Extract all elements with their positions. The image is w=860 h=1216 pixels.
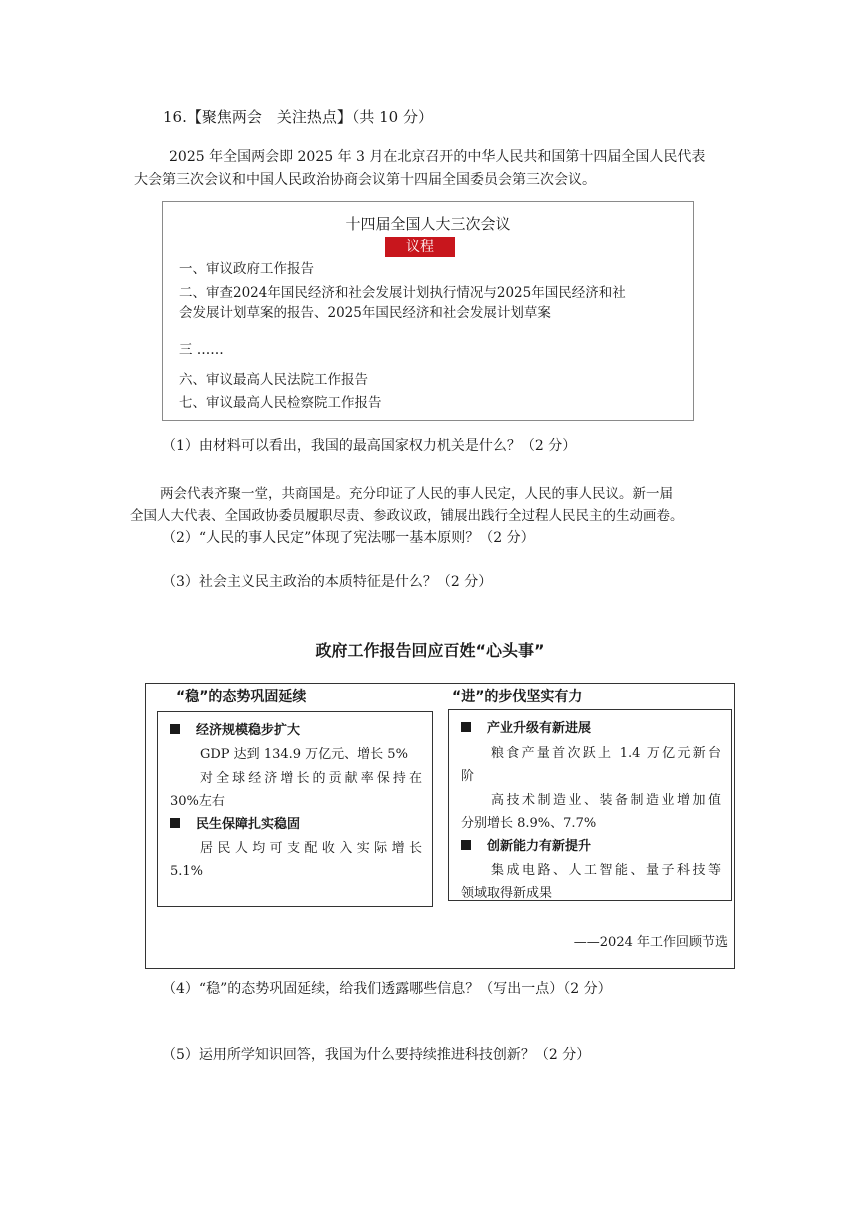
- right-heading: “进”的步伐坚实有力: [452, 689, 583, 705]
- agenda-title: 十四届全国人大三次会议: [345, 215, 511, 233]
- agenda-item-7: 七、审议最高人民检察院工作报告: [179, 395, 382, 411]
- agenda-item-3: 三 ……: [179, 342, 224, 358]
- report-source: ——2024 年工作回顾节选: [573, 935, 728, 950]
- question-4: （4）“稳”的态势巩固延续，给我们透露哪些信息？（写出一点）（2 分）: [162, 981, 612, 997]
- intro-line-1: 2025 年全国两会即 2025 年 3 月在北京召开的中华人民共和国第十四届全国人民代表: [169, 149, 706, 165]
- left-b1-line-3: 30%左右: [170, 794, 225, 809]
- right-bullet-1-title: 产业升级有新进展: [487, 721, 592, 736]
- agenda-item-2-line-2: 会发展计划草案的报告、2025年国民经济和社会发展计划草案: [179, 305, 551, 321]
- right-b2-line-1: 集成电路、人工智能、量子科技等: [491, 863, 721, 878]
- material-2-line-2: 全国人大代表、全国政协委员履职尽责、参政议政，铺展出践行全过程人民民主的生动画卷。: [130, 508, 684, 524]
- left-bullet-1-title: 经济规模稳步扩大: [196, 723, 301, 738]
- report-box: [145, 683, 735, 969]
- left-bullet-2-title: 民生保障扎实稳固: [196, 817, 301, 832]
- left-bullet-2: [170, 814, 300, 836]
- left-b1-line-1: GDP 达到 134.9 万亿元、增长 5%: [200, 747, 408, 762]
- left-heading: “稳”的态势巩固延续: [176, 689, 307, 705]
- square-bullet-icon: [461, 722, 471, 732]
- square-bullet-icon: [170, 818, 180, 828]
- right-bullet-2: [461, 836, 591, 858]
- left-b2-line-2: 5.1%: [170, 864, 204, 879]
- right-b2-line-2: 领域取得新成果: [461, 886, 553, 901]
- agenda-badge: 议程: [385, 237, 455, 257]
- square-bullet-icon: [170, 724, 180, 734]
- right-bullet-2-title: 创新能力有新提升: [487, 839, 592, 854]
- agenda-item-1: 一、审议政府工作报告: [179, 261, 314, 277]
- right-b1-line-4: 分别增长 8.9%、7.7%: [461, 816, 597, 831]
- report-title: 政府工作报告回应百姓“心头事”: [315, 641, 545, 660]
- question-3: （3）社会主义民主政治的本质特征是什么？（2 分）: [162, 574, 493, 590]
- question-1: （1）由材料可以看出，我国的最高国家权力机关是什么？（2 分）: [162, 438, 577, 454]
- left-b1-line-2: 对全球经济增长的贡献率保持在: [200, 771, 422, 786]
- left-bullet-1: [170, 720, 300, 742]
- square-bullet-icon: [461, 840, 471, 850]
- agenda-item-2-line-1: 二、审查2024年国民经济和社会发展计划执行情况与2025年国民经济和社: [179, 285, 626, 301]
- right-b1-line-2: 阶: [461, 769, 475, 784]
- question-title: 16.【聚焦两会 关注热点】（共 10 分）: [163, 108, 433, 126]
- agenda-box: [162, 201, 694, 421]
- question-5: （5）运用所学知识回答，我国为什么要持续推进科技创新？（2 分）: [162, 1047, 591, 1063]
- right-bullet-1: [461, 718, 591, 740]
- intro-line-2: 大会第三次会议和中国人民政治协商会议第十四届全国委员会第三次会议。: [134, 172, 596, 188]
- material-2-line-1: 两会代表齐聚一堂，共商国是。充分印证了人民的事人民定，人民的事人民议。新一届: [160, 486, 673, 502]
- right-b1-line-3: 高技术制造业、装备制造业增加值: [491, 793, 721, 808]
- right-b1-line-1: 粮食产量首次跃上 1.4 万亿元新台: [491, 746, 721, 761]
- right-panel: [448, 709, 732, 901]
- agenda-item-6: 六、审议最高人民法院工作报告: [179, 372, 368, 388]
- question-2: （2）“人民的事人民定”体现了宪法哪一基本原则？（2 分）: [162, 530, 535, 546]
- left-b2-line-1: 居民人均可支配收入实际增长: [200, 841, 422, 856]
- left-panel: [157, 711, 433, 907]
